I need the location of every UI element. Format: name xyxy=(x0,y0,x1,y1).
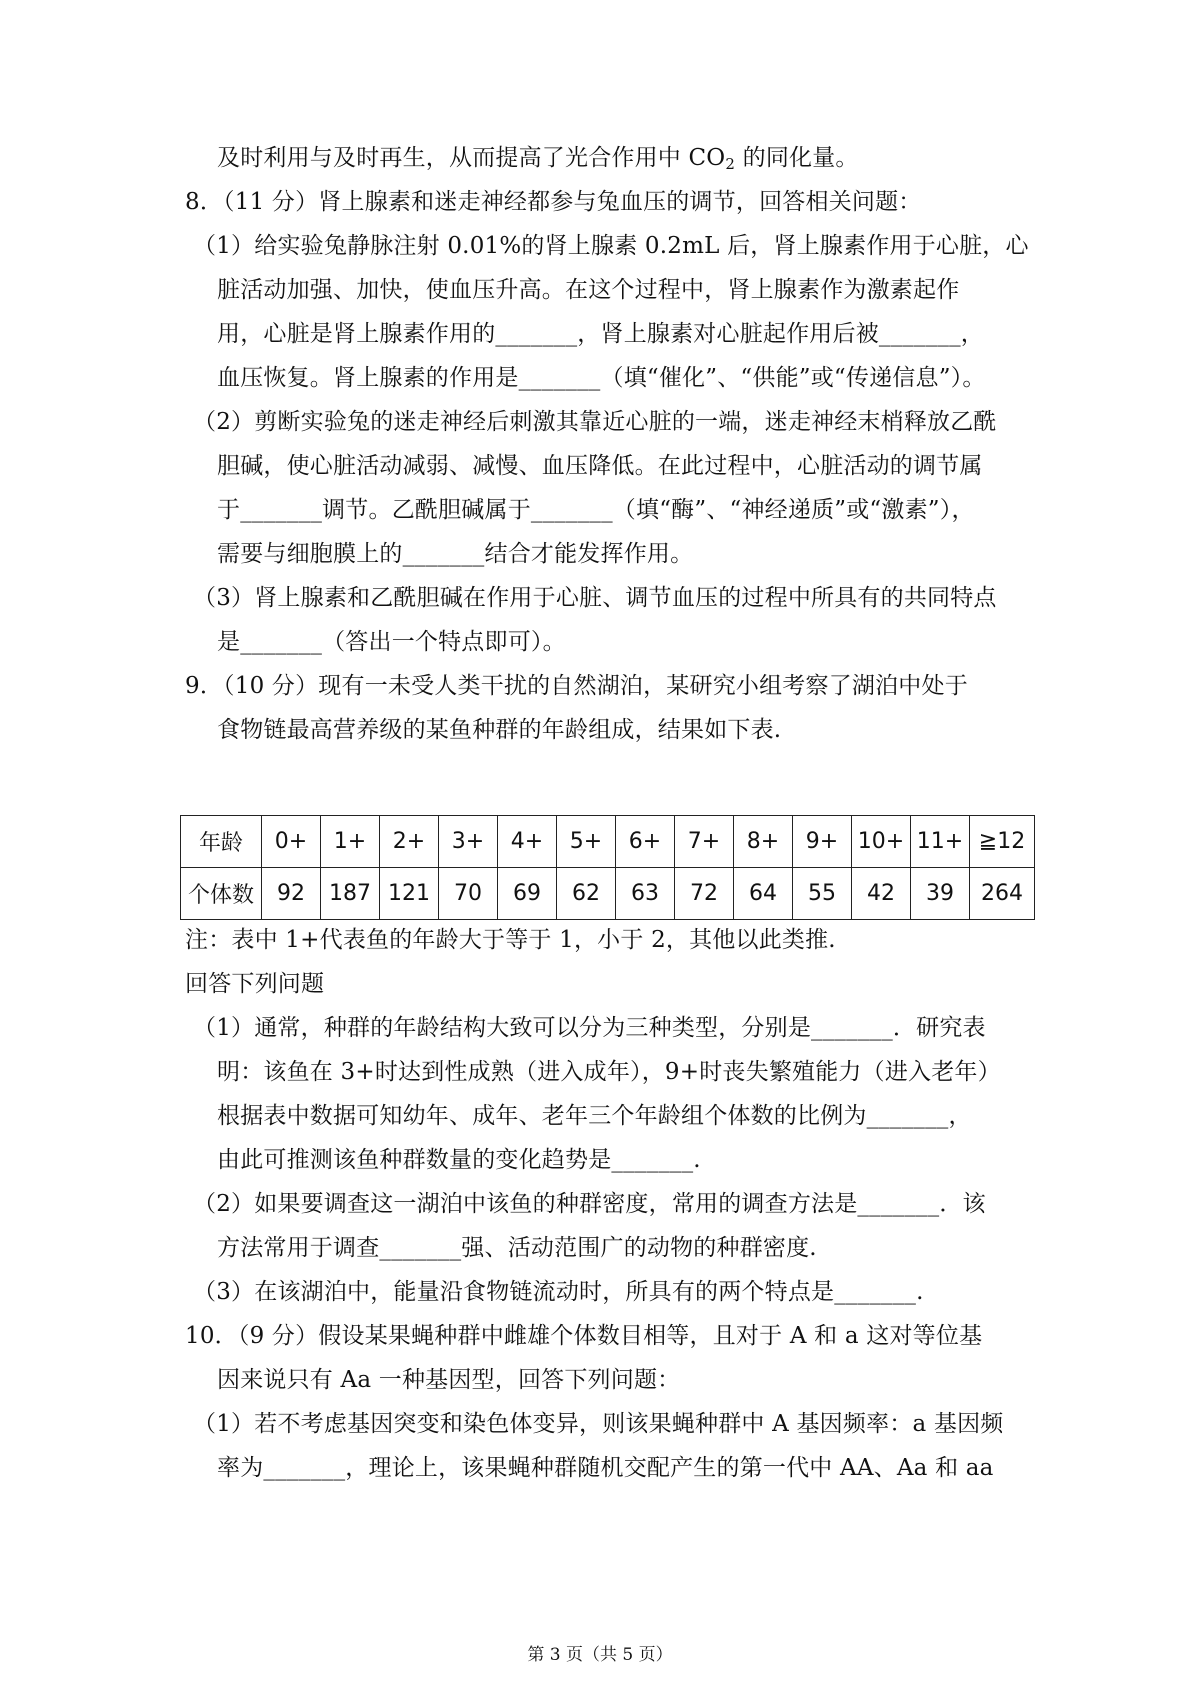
table-cell-count: 62 xyxy=(557,868,616,920)
table-cell-count: 92 xyxy=(262,868,321,920)
table-row-count xyxy=(181,868,1035,920)
age-structure-table xyxy=(180,815,1035,920)
q8-part3-line2: 是_______（答出一个特点即可）。 xyxy=(217,629,566,655)
q10-part1-line1: （1）若不考虑基因突变和染色体变异，则该果蝇种群中 A 基因频率：a 基因频 xyxy=(193,1411,1004,1437)
table-cell-count: 39 xyxy=(911,868,970,920)
table-cell-count: 187 xyxy=(321,868,380,920)
table-cell-age: 4+ xyxy=(498,816,557,868)
table-cell-count: 69 xyxy=(498,868,557,920)
q9-part1-line1: （1）通常，种群的年龄结构大致可以分为三种类型，分别是_______．研究表 xyxy=(193,1015,986,1041)
q9-part2-line1: （2）如果要调查这一湖泊中该鱼的种群密度，常用的调查方法是_______．该 xyxy=(193,1191,986,1217)
q8-part3-line1: （3）肾上腺素和乙酰胆碱在作用于心脏、调节血压的过程中所具有的共同特点 xyxy=(193,585,997,611)
question-10-line2: 因来说只有 Aa 一种基因型，回答下列问题： xyxy=(217,1367,681,1393)
table-cell-age: 8+ xyxy=(734,816,793,868)
q9-part3: （3）在该湖泊中，能量沿食物链流动时，所具有的两个特点是_______. xyxy=(193,1279,924,1305)
page-footer: 第 3 页（共 5 页） xyxy=(527,1645,673,1665)
table-cell-count: 121 xyxy=(380,868,439,920)
q9-part1-line3: 根据表中数据可知幼年、成年、老年三个年龄组个体数的比例为_______， xyxy=(217,1103,972,1129)
table-cell-count: 42 xyxy=(852,868,911,920)
question-8-heading: 8．（11 分）肾上腺素和迷走神经都参与兔血压的调节，回答相关问题： xyxy=(185,189,922,215)
table-cell-age: ≧12 xyxy=(970,816,1035,868)
line-co2-assimilation xyxy=(217,143,859,173)
q9-part1-line4: 由此可推测该鱼种群数量的变化趋势是_______. xyxy=(217,1147,701,1173)
table-note: 注：表中 1+代表鱼的年龄大于等于 1，小于 2，其他以此类推. xyxy=(185,927,836,953)
table-cell-count: 264 xyxy=(970,868,1035,920)
q9-part1-line2: 明：该鱼在 3+时达到性成熟（进入成年），9+时丧失繁殖能力（进入老年） xyxy=(217,1059,1001,1085)
table-cell-count: 70 xyxy=(439,868,498,920)
table-cell-age: 6+ xyxy=(616,816,675,868)
q10-part1-line2: 率为_______，理论上，该果蝇种群随机交配产生的第一代中 AA、Aa 和 aa xyxy=(217,1455,994,1481)
table-cell-age: 7+ xyxy=(675,816,734,868)
table-cell-age: 9+ xyxy=(793,816,852,868)
answer-prompt: 回答下列问题 xyxy=(185,971,325,997)
q8-part1-line2: 脏活动加强、加快，使血压升高。在这个过程中，肾上腺素作为激素起作 xyxy=(217,277,960,303)
table-cell-age: 11+ xyxy=(911,816,970,868)
table-cell-age: 0+ xyxy=(262,816,321,868)
table-header-count: 个体数 xyxy=(181,868,262,920)
q8-part2-line3: 于_______调节。乙酰胆碱属于_______（填“酶”、“神经递质”或“激素”）， xyxy=(217,497,975,523)
subscript: 2 xyxy=(725,155,736,173)
q8-part2-line4: 需要与细胞膜上的_______结合才能发挥作用。 xyxy=(217,541,694,567)
question-9-heading: 9．（10 分）现有一未受人类干扰的自然湖泊，某研究小组考察了湖泊中处于 xyxy=(185,673,968,699)
question-9-line2: 食物链最高营养级的某鱼种群的年龄组成，结果如下表. xyxy=(217,717,782,743)
q9-part2-line2: 方法常用于调查_______强、活动范围广的动物的种群密度. xyxy=(217,1235,817,1261)
question-10-heading: 10．（9 分）假设某果蝇种群中雌雄个体数目相等，且对于 A 和 a 这对等位基 xyxy=(185,1323,983,1349)
table-cell-age: 3+ xyxy=(439,816,498,868)
table-cell-age: 2+ xyxy=(380,816,439,868)
table-cell-age: 10+ xyxy=(852,816,911,868)
table-row-age xyxy=(181,816,1035,868)
table-cell-age: 1+ xyxy=(321,816,380,868)
table-cell-count: 63 xyxy=(616,868,675,920)
line-text: 及时利用与及时再生，从而提高了光合作用中 CO xyxy=(217,145,726,171)
table-cell-count: 64 xyxy=(734,868,793,920)
q8-part1-line1: （1）给实验兔静脉注射 0.01%的肾上腺素 0.2mL 后，肾上腺素作用于心脏，心 xyxy=(193,233,1029,259)
q8-part1-line3: 用，心脏是肾上腺素作用的_______，肾上腺素对心脏起作用后被_______， xyxy=(217,321,984,347)
line-text-tail: 的同化量。 xyxy=(735,145,859,171)
table-header-age: 年龄 xyxy=(181,816,262,868)
q8-part1-line4: 血压恢复。肾上腺素的作用是_______（填“催化”、“供能”或“传递信息”）。 xyxy=(217,365,986,391)
table-cell-age: 5+ xyxy=(557,816,616,868)
q8-part2-line2: 胆碱，使心脏活动减弱、减慢、血压降低。在此过程中，心脏活动的调节属 xyxy=(217,453,983,479)
q8-part2-line1: （2）剪断实验兔的迷走神经后刺激其靠近心脏的一端，迷走神经末梢释放乙酰 xyxy=(193,409,997,435)
table-cell-count: 55 xyxy=(793,868,852,920)
table-cell-count: 72 xyxy=(675,868,734,920)
